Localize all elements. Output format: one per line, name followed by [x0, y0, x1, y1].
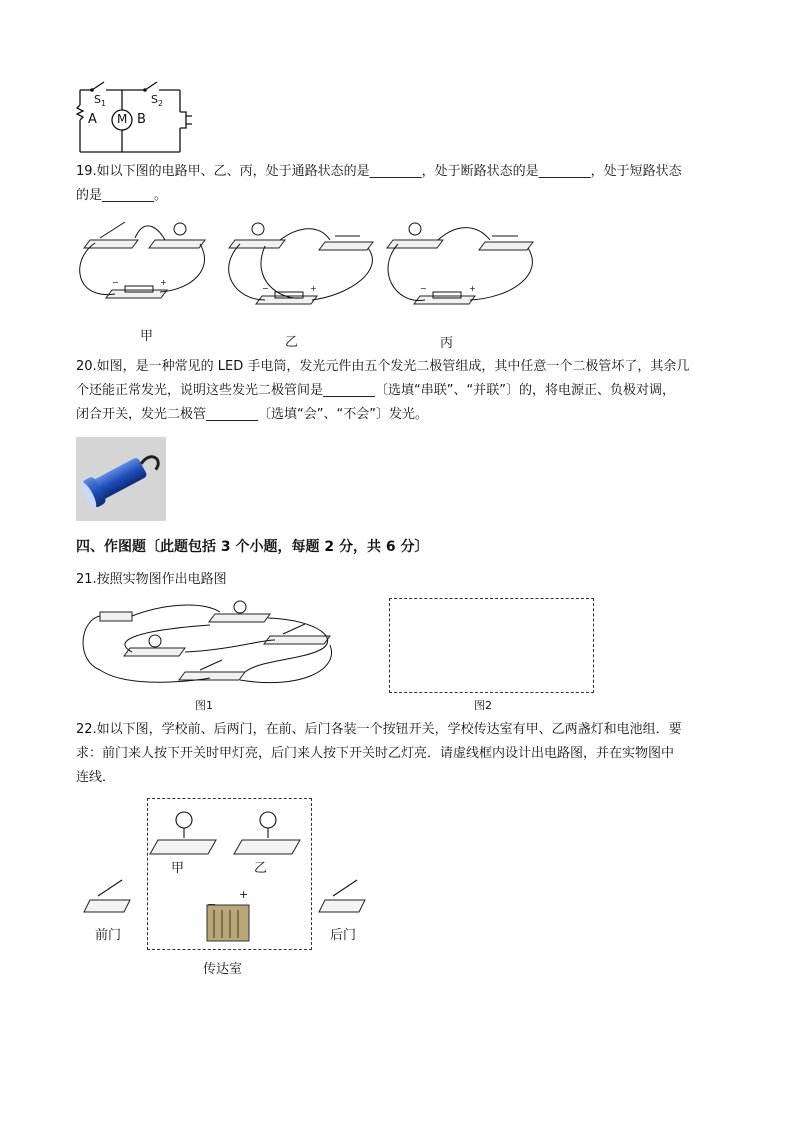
circuit-bing-label: 丙	[440, 336, 454, 351]
lamp-jia-label: 甲	[171, 861, 185, 876]
a-label: A	[88, 112, 97, 127]
q19-text: 19.如以下图的电路甲、乙、丙，处于通路状态的是________，处于断路状态的是________，处于短路状态 的是________。	[76, 164, 682, 203]
svg-text:+: +	[469, 284, 476, 293]
back-door-label: 后门	[330, 928, 357, 943]
motor-label: M	[117, 112, 128, 126]
svg-text:+: +	[310, 284, 317, 293]
q21-text: 21.按照实物图作出电路图	[76, 572, 227, 587]
svg-text:−: −	[207, 898, 217, 911]
fig2-caption: 图2	[474, 699, 492, 712]
b-label: B	[137, 112, 146, 127]
svg-text:+: +	[239, 888, 249, 901]
svg-text:−: −	[420, 284, 427, 293]
circuit-yi-label: 乙	[285, 335, 299, 350]
s2-label: $S_2$	[151, 93, 164, 109]
q22-text: 22.如以下图，学校前、后两门，在前、后门各装一个按钮开关，学校传达室有甲、乙两盏灯和电池组．要 求：前门来人按下开关时甲灯亮，后门来人按下开关时乙灯亮．请虚线框内设计出电路图，并在实物图中 连线．	[76, 722, 682, 785]
front-door-label: 前门	[95, 928, 122, 943]
fig1-caption: 图1	[195, 699, 213, 712]
guard-room-label: 传达室	[203, 962, 243, 977]
svg-text:−: −	[112, 278, 119, 287]
circuit-jia-label: 甲	[140, 329, 154, 344]
svg-text:−: −	[262, 284, 269, 293]
lamp-yi-label: 乙	[254, 861, 268, 876]
q20-text: 20.如图，是一种常见的 LED 手电筒，发光元件由五个发光二极管组成，其中任意一个二极管坏了，其余几 个还能正常发光，说明这些发光二极管间是________〔选填“串联”、“并联”〕的，将电源正、负极对调， 闭合开关，发光二极管________〔选填“会”、“不会”〕发光。	[76, 359, 690, 422]
svg-text:+: +	[160, 278, 167, 287]
s1-label: $S_1$	[94, 93, 107, 109]
section-4-heading: 四、作图题〔此题包括 3 个小题，每题 2 分，共 6 分〕	[76, 539, 429, 555]
